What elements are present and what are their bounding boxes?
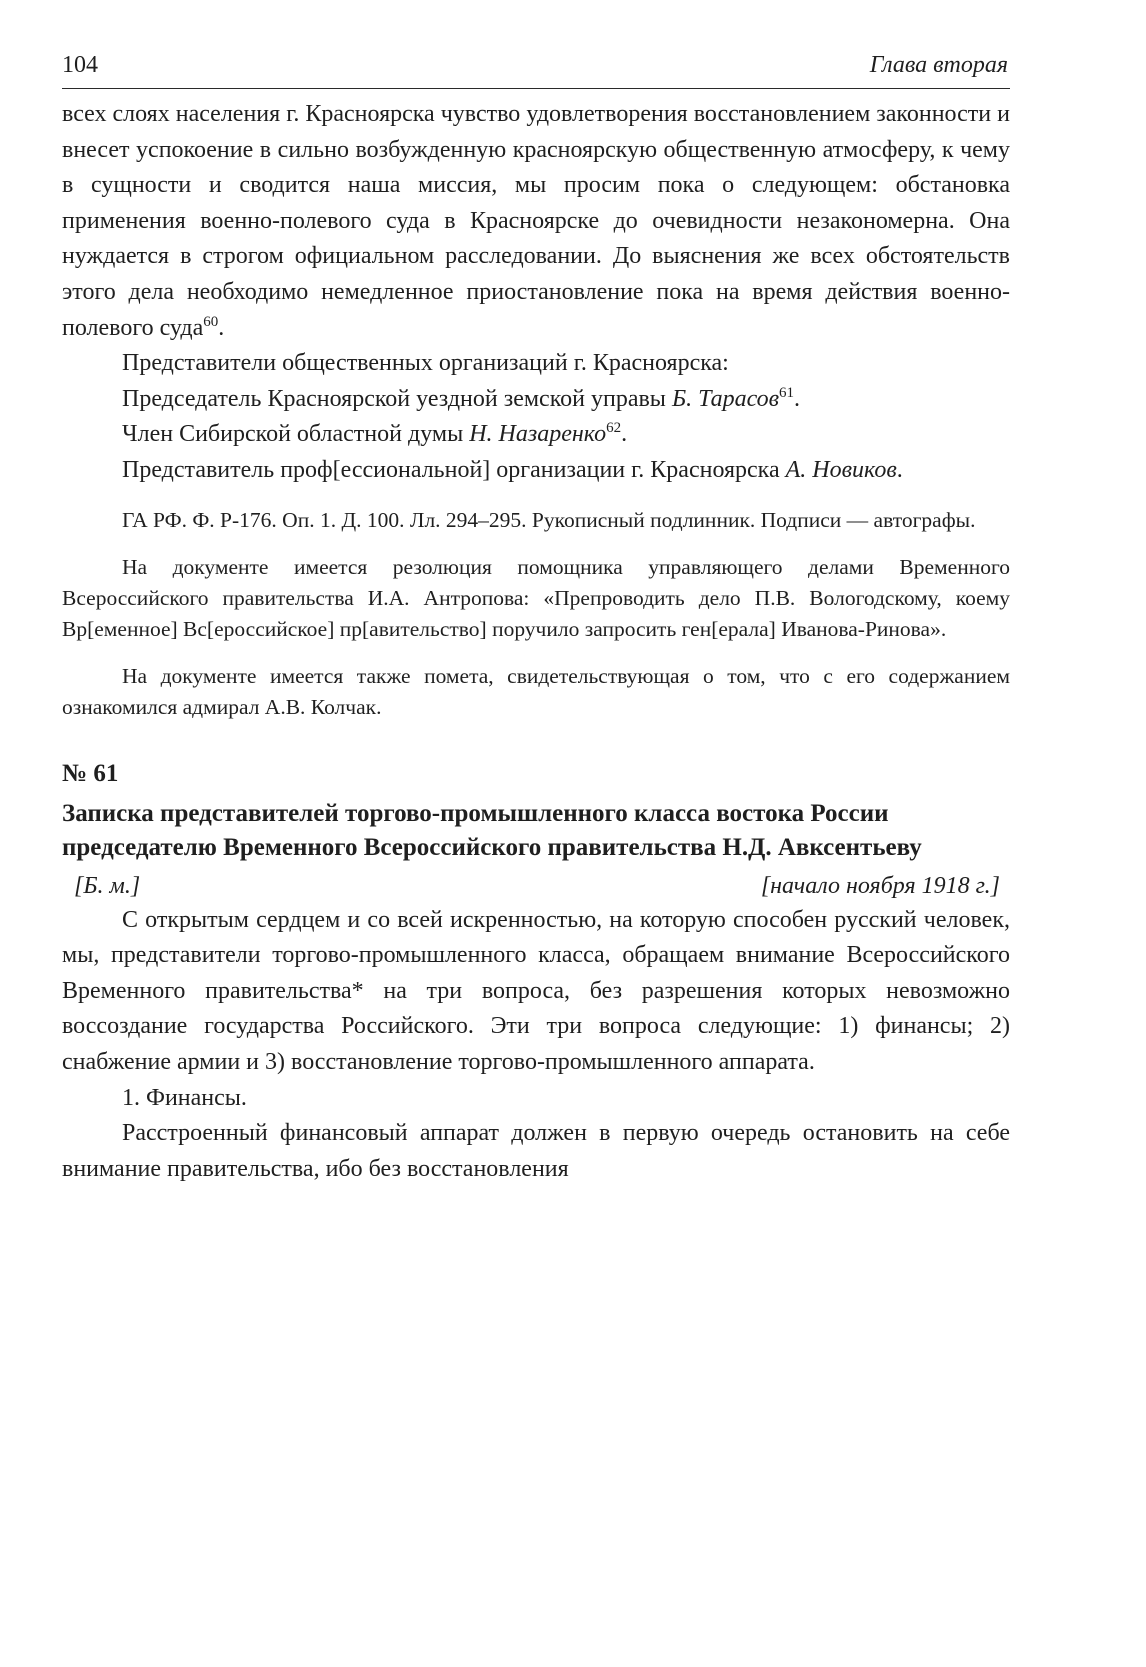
- continued-paragraph-text: всех слоях населения г. Красноярска чувство удовлетворения восстановлением законности и внесет успокоение в сильно возбужденную красноярскую общественную атмосферу, к чему в сущности и сводится наша миссия, мы просим пока о следующем: обстановка применения военно-полевого суда в Красноярске до очевидности незакономерна. Она нуждается в строгом официальном расследовании. До выяснения же всех обстоятельств этого дела необходимо немедленное приостановление пока на время действия военно-полевого суда: [62, 101, 1010, 341]
- signatures-intro: Представители общественных организаций г. Красноярска:: [122, 350, 729, 377]
- document-paragraph: С открытым сердцем и со всей искренностью, на которую способен русский человек, мы, представители торгово-промышленного класса, обращаем внимание Всероссийского Временного правительства* на три вопроса, без разрешения которых невозможно воссоздание государства Российского. Эти три вопроса следующие: 1) финансы; 2) снабжение армии и 3) восстановление торгово-промышленного аппарата.: [62, 906, 1010, 1075]
- document-meta: [62, 865, 1010, 903]
- document-title: Записка представителей торгово-промышленного класса востока России председателю Временного Всероссийского правительства Н.Д. Авксентьеву: [62, 799, 922, 861]
- running-header: [62, 48, 1010, 89]
- signature-end: .: [896, 456, 903, 483]
- signature-name: Б. Тарасов: [671, 385, 780, 412]
- signature-role: Председатель Красноярской уездной земской управы: [122, 385, 672, 412]
- signature-end: .: [794, 385, 801, 412]
- footnote-ref-61: 61: [779, 384, 795, 401]
- continued-paragraph: [62, 97, 1010, 346]
- footnote-ref-62: 62: [606, 420, 622, 437]
- page-number: 104: [62, 52, 98, 78]
- continued-paragraph-end: .: [218, 314, 225, 341]
- document-place: [Б. м.]: [74, 872, 141, 899]
- signature-line: [62, 417, 1010, 453]
- document-page: [62, 48, 1010, 1187]
- signature-line: [62, 453, 1010, 489]
- signature-end: .: [621, 421, 628, 448]
- chapter-title: Глава вторая: [869, 52, 1008, 78]
- document-number: № 61: [62, 759, 119, 787]
- signature-name: Н. Назаренко: [469, 421, 607, 448]
- section-heading: 1. Финансы.: [122, 1084, 247, 1111]
- signature-line: [62, 382, 1010, 418]
- signature-role: Представитель проф[ессиональной] организации г. Красноярска: [122, 456, 786, 483]
- document-date: [начало ноября 1918 г.]: [760, 872, 1000, 899]
- archive-reference: ГА РФ. Ф. Р-176. Оп. 1. Д. 100. Лл. 294–295. Рукописный подлинник. Подписи — автографы.: [122, 507, 976, 532]
- document-paragraph: Расстроенный финансовый аппарат должен в первую очередь остановить на себе внимание правительства, ибо без восстановления: [62, 1120, 1010, 1182]
- archival-note: На документе имеется также помета, свидетельствующая о том, что с его содержанием ознакомился адмирал А.В. Колчак.: [62, 663, 1010, 719]
- footnote-ref-60: 60: [203, 313, 219, 330]
- signature-name: А. Новиков: [785, 456, 897, 483]
- archival-note: На документе имеется резолюция помощника управляющего делами Временного Всероссийского правительства И.А. Антропова: «Препроводить дело П.В. Вологодскому, коему Вр[еменное] Вс[ероссийское] пр[авительство] поручило запросить ген[ерала] Иванова-Ринова».: [62, 554, 1010, 641]
- signature-role: Член Сибирской областной думы: [122, 421, 470, 448]
